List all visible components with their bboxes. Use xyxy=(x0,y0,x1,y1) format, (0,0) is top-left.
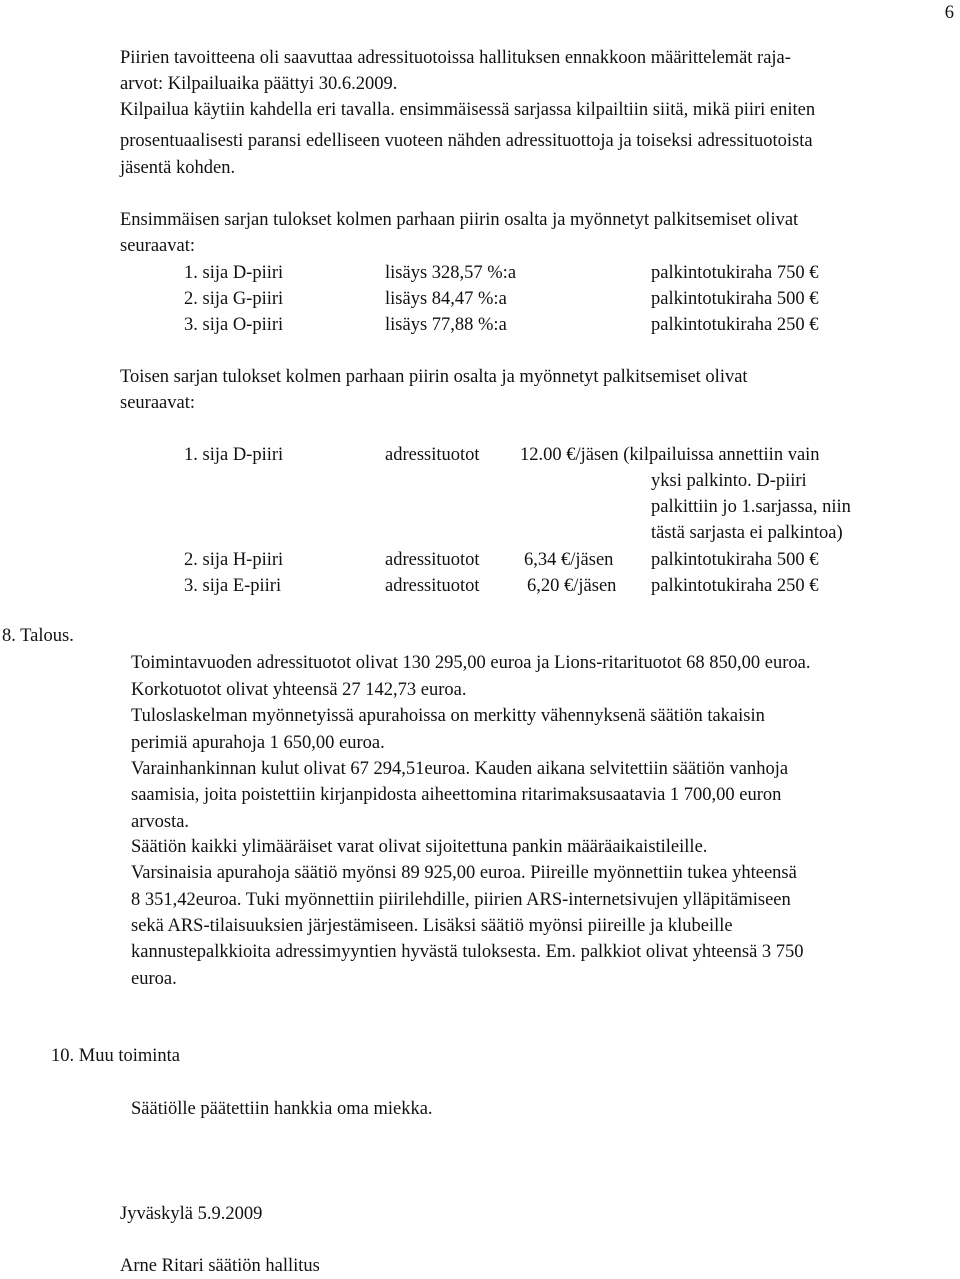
series2-place: 2. sija H-piiri xyxy=(184,550,284,570)
paragraph-line: Varsinaisia apurahoja säätiö myönsi 89 925,00 euroa. Piireille myönnettiin tukea yhteensä xyxy=(131,863,797,883)
series1-prize: palkintotukiraha 500 € xyxy=(651,289,819,309)
series1-place: 3. sija O-piiri xyxy=(184,315,284,335)
intro-line: jäsentä kohden. xyxy=(120,158,236,178)
intro-line: Kilpailua käytiin kahdella eri tavalla. ensimmäisessä sarjassa kilpailtiin siitä, mikä piiri eniten xyxy=(120,100,816,120)
section-heading: 8. Talous. xyxy=(2,626,74,646)
series1-prize: palkintotukiraha 250 € xyxy=(651,315,819,335)
paragraph-line: Säätiölle päätettiin hankkia oma miekka. xyxy=(131,1099,433,1119)
series2-label: adressituotot xyxy=(385,576,480,596)
series1-place: 2. sija G-piiri xyxy=(184,289,284,309)
paragraph-line: arvosta. xyxy=(131,812,190,832)
series2-note: palkittiin jo 1.sarjassa, niin xyxy=(651,497,851,517)
series2-place: 1. sija D-piiri xyxy=(184,445,284,465)
paragraph-line: Säätiön kaikki ylimääräiset varat olivat sijoitettuna pankin määräaikaistileille. xyxy=(131,837,708,857)
series2-value: 6,20 €/jäsen xyxy=(527,576,617,596)
signature-line: Arne Ritari säätiön hallitus xyxy=(120,1256,320,1276)
intro-line: arvot: Kilpailuaika päättyi 30.6.2009. xyxy=(120,74,398,94)
paragraph-line: euroa. xyxy=(131,969,177,989)
series2-value: 12.00 €/jäsen (kilpailuissa annettiin vain xyxy=(520,445,820,465)
paragraph-line: Varainhankinnan kulut olivat 67 294,51euroa. Kauden aikana selvitettiin säätiön vanhoja xyxy=(131,759,789,779)
series2-label: adressituotot xyxy=(385,445,480,465)
series1-heading: seuraavat: xyxy=(120,236,195,256)
place-date: Jyväskylä 5.9.2009 xyxy=(120,1204,263,1224)
series1-prize: palkintotukiraha 750 € xyxy=(651,263,819,283)
paragraph-line: Korkotuotot olivat yhteensä 27 142,73 euroa. xyxy=(131,680,467,700)
intro-line: prosentuaalisesti paransi edelliseen vuoteen nähden adressituottoja ja toiseksi adressituotoista xyxy=(120,131,813,151)
series2-note: yksi palkinto. D-piiri xyxy=(651,471,807,491)
series2-heading: Toisen sarjan tulokset kolmen parhaan piirin osalta ja myönnetyt palkitsemiset olivat xyxy=(120,367,748,387)
series1-result: lisäys 84,47 %:a xyxy=(385,289,507,309)
section-heading: 10. Muu toiminta xyxy=(51,1046,180,1066)
series1-result: lisäys 77,88 %:a xyxy=(385,315,507,335)
series2-place: 3. sija E-piiri xyxy=(184,576,282,596)
paragraph-line: Toimintavuoden adressituotot olivat 130 295,00 euroa ja Lions-ritarituotot 68 850,00 euroa. xyxy=(131,653,811,673)
paragraph-line: sekä ARS-tilaisuuksien järjestämiseen. Lisäksi säätiö myönsi piireille ja klubeille xyxy=(131,916,733,936)
paragraph-line: perimiä apurahoja 1 650,00 euroa. xyxy=(131,733,385,753)
series2-heading: seuraavat: xyxy=(120,393,195,413)
paragraph-line: kannustepalkkioita adressimyyntien hyvästä tuloksesta. Em. palkkiot olivat yhteensä 3 750 xyxy=(131,942,804,962)
series2-prize: palkintotukiraha 500 € xyxy=(651,550,819,570)
paragraph-line: 8 351,42euroa. Tuki myönnettiin piirilehdille, piirien ARS-internetsivujen ylläpitämiseen xyxy=(131,890,791,910)
series1-place: 1. sija D-piiri xyxy=(184,263,284,283)
series2-prize: palkintotukiraha 250 € xyxy=(651,576,819,596)
series2-label: adressituotot xyxy=(385,550,480,570)
paragraph-line: Tuloslaskelman myönnetyissä apurahoissa on merkitty vähennyksenä säätiön takaisin xyxy=(131,706,765,726)
series1-result: lisäys 328,57 %:a xyxy=(385,263,517,283)
paragraph-line: saamisia, joita poistettiin kirjanpidosta aiheettomina ritarimaksusaatavia 1 700,00 euron xyxy=(131,785,782,805)
series1-heading: Ensimmäisen sarjan tulokset kolmen parhaan piirin osalta ja myönnetyt palkitsemiset olivat xyxy=(120,210,799,230)
intro-line: Piirien tavoitteena oli saavuttaa adressituotoissa hallituksen ennakkoon määrittelemät raja- xyxy=(120,48,791,68)
series2-note: tästä sarjasta ei palkintoa) xyxy=(651,523,843,543)
series2-value: 6,34 €/jäsen xyxy=(524,550,614,570)
page-number: 6 xyxy=(944,3,954,23)
